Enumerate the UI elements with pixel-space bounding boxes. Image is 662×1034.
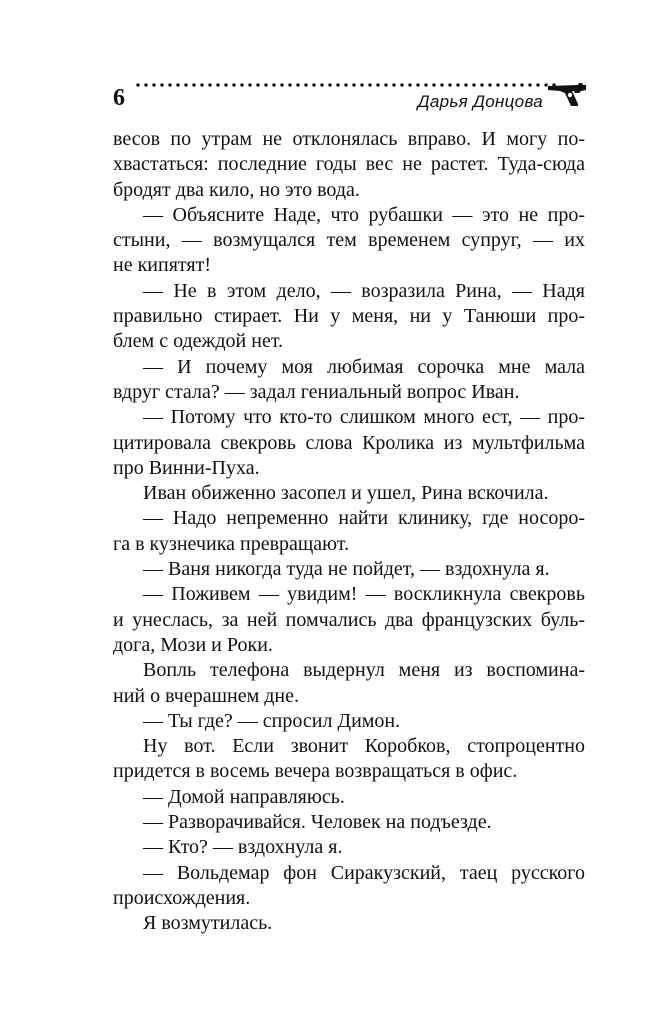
text-line: бродят два кило, но это вода.	[113, 178, 360, 201]
text-line: дога, Мози и Роки.	[113, 633, 273, 656]
text-line: происхождения.	[113, 886, 251, 909]
text-line: — Вольдемар фон Сиракузский, таец русского	[143, 861, 585, 884]
text-line: — Разворачивайся. Человек на подъезде.	[143, 811, 492, 834]
text-line: — Домой направляюсь.	[143, 785, 345, 808]
running-header	[0, 0, 662, 130]
page-text	[113, 127, 585, 937]
text-line: Ну вот. Если звонит Коробков, стопроцентно	[143, 735, 585, 758]
text-line: и унеслась, за ней помчались два французских буль-	[113, 608, 585, 631]
text-line: правильно стирает. Ни у меня, ни у Танюши про-	[113, 305, 585, 328]
author-name: Дарья Донцова	[417, 92, 543, 111]
revolver-icon	[548, 80, 588, 108]
text-line: — Объясните Наде, что рубашки — это не про-	[143, 203, 585, 226]
text-line: — Ваня никогда туда не пойдет, — вздохнула я.	[143, 558, 550, 581]
text-line: блем с одеждой нет.	[113, 330, 284, 353]
text-line: Я возмутилась.	[143, 912, 273, 935]
text-line: весов по утрам не отклонялась вправо. И могу по-	[113, 128, 585, 150]
text-line: стыни, — возмущался тем временем супруг, — их	[113, 229, 585, 252]
text-line: хвастаться: последние годы вес не растет. Туда-сюда	[113, 153, 585, 176]
text-line: — Кто? — вздохнула я.	[143, 836, 343, 859]
text-line: — Не в этом дело, — возразила Рина, — Надя	[143, 279, 585, 302]
text-line: ний о вчерашнем дне.	[113, 684, 299, 707]
text-line: — Надо непременно найти клинику, где носоро-	[143, 507, 585, 530]
text-line: — Поживем — увидим! — воскликнула свекровь	[143, 583, 585, 606]
text-line: Иван обиженно засопел и ушел, Рина вскочила.	[143, 482, 549, 505]
text-line: вдруг стала? — задал гениальный вопрос Иван.	[113, 380, 520, 403]
text-line: Вопль телефона выдернул меня из воспомина-	[143, 659, 585, 682]
text-line: — И почему моя любимая сорочка мне мала	[143, 355, 585, 378]
text-line: придется в восемь вечера возвращаться в офис.	[113, 760, 518, 783]
text-line: про Винни-Пуха.	[113, 456, 260, 479]
page-number: 6	[113, 85, 125, 111]
text-line: — Потому что кто-то слишком много ест, — про-	[143, 406, 585, 429]
dotted-leader	[134, 82, 558, 88]
text-line: — Ты где? — спросил Димон.	[143, 709, 401, 732]
text-line: не кипятят!	[113, 254, 211, 277]
text-line: цитировала свекровь слова Кролика из мультфильма	[113, 431, 585, 454]
text-line: га в кузнечика превращают.	[113, 532, 350, 555]
